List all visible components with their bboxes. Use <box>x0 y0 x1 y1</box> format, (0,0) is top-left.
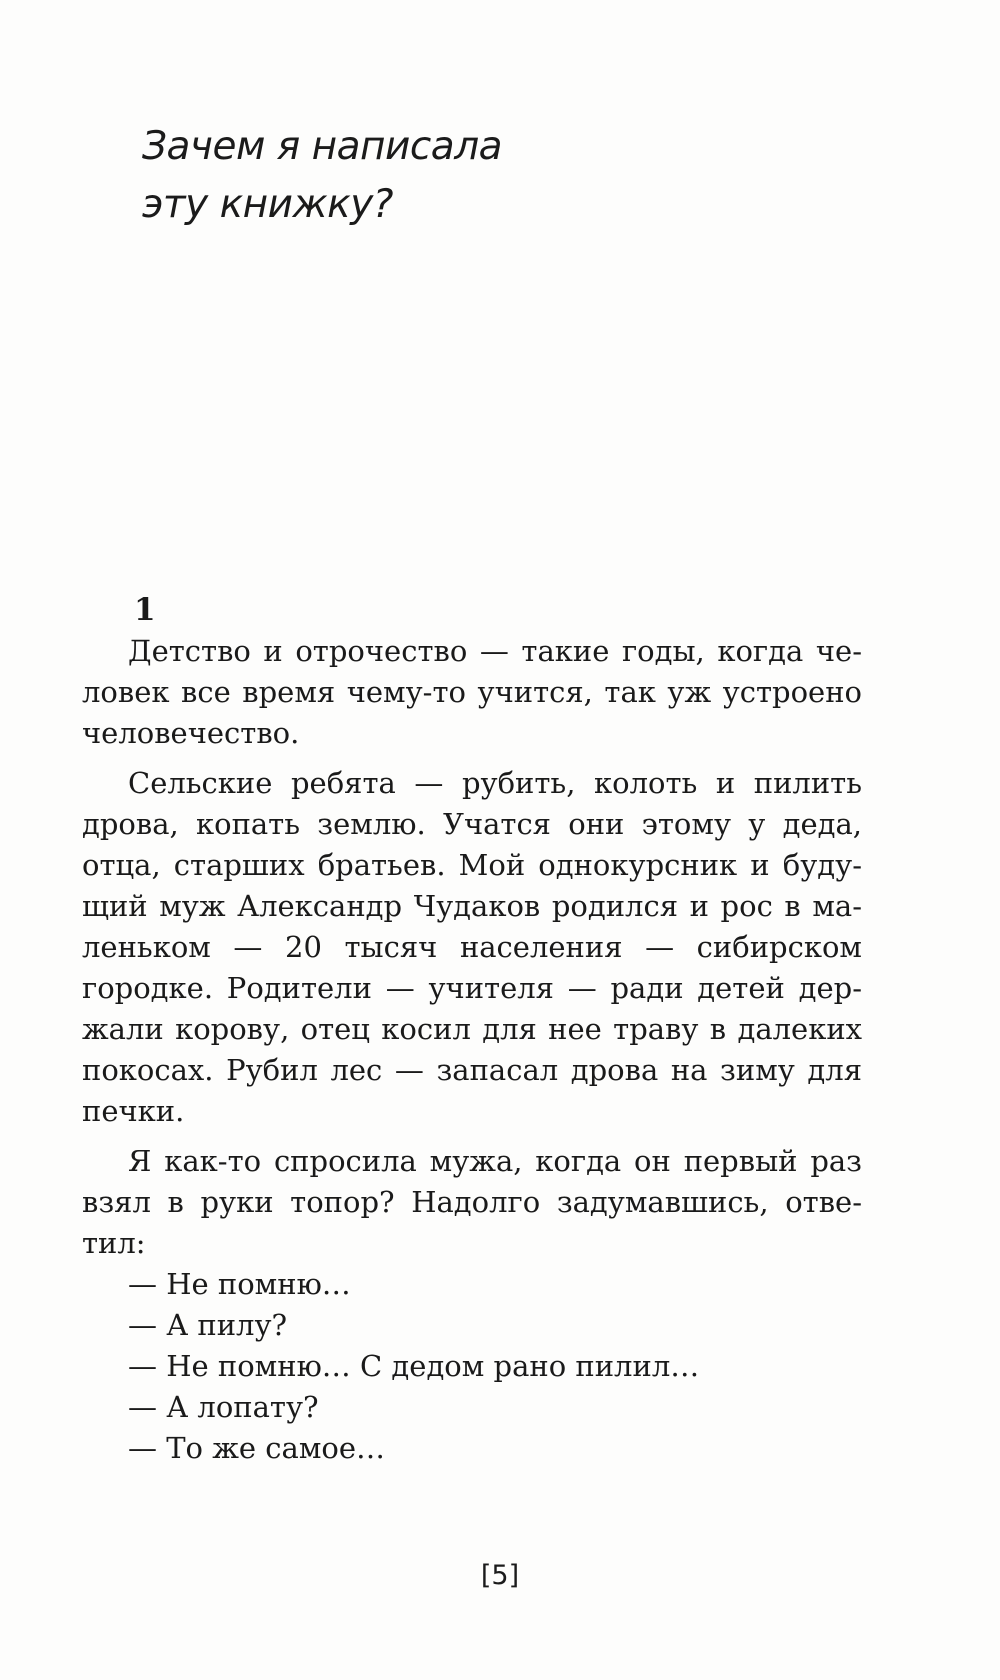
text-line: печки. <box>82 1094 185 1128</box>
text-line: щий муж Александр Чудаков родился и рос в ма- <box>82 889 862 923</box>
text-line: городке. Родители — учителя — ради детей дер- <box>82 971 862 1005</box>
dialogue-line: — А лопату? <box>128 1390 319 1424</box>
text-line: Детство и отрочество — такие годы, когда че- <box>128 634 862 668</box>
text-line: взял в руки топор? Надолго задумавшись, отве- <box>82 1185 862 1219</box>
text-line: жали корову, отец косил для нее траву в далеких <box>82 1012 862 1046</box>
paragraph <box>82 763 862 1132</box>
dialogue <box>82 1264 862 1469</box>
paragraph <box>82 631 862 754</box>
section-number: 1 <box>134 592 156 628</box>
dialogue-line: — Не помню… С дедом рано пилил… <box>128 1349 700 1383</box>
page-number: [5] <box>480 1560 520 1591</box>
text-line: отца, старших братьев. Мой однокурсник и буду- <box>82 848 862 882</box>
dialogue-line: — То же самое… <box>128 1431 386 1465</box>
body-text <box>82 590 862 1469</box>
dialogue-line: — А пилу? <box>128 1308 288 1342</box>
text-line: ловек все время чему-то учится, так уж устроено <box>82 675 862 709</box>
text-line: леньком — 20 тысяч населения — сибирском <box>82 930 862 964</box>
text-line: Я как-то спросила мужа, когда он первый раз <box>128 1144 862 1178</box>
chapter-title-line: Зачем я написала <box>142 124 503 169</box>
chapter-title <box>142 118 502 234</box>
paragraph <box>82 1141 862 1264</box>
chapter-title-line: эту книжку? <box>142 182 393 227</box>
dialogue-line: — Не помню… <box>128 1267 351 1301</box>
text-line: тил: <box>82 1226 146 1260</box>
text-line: Сельские ребята — рубить, колоть и пилить <box>128 766 862 800</box>
text-line: покосах. Рубил лес — запасал дрова на зиму для <box>82 1053 862 1087</box>
text-line: дрова, копать землю. Учатся они этому у деда, <box>82 807 862 841</box>
text-line: человечество. <box>82 716 300 750</box>
